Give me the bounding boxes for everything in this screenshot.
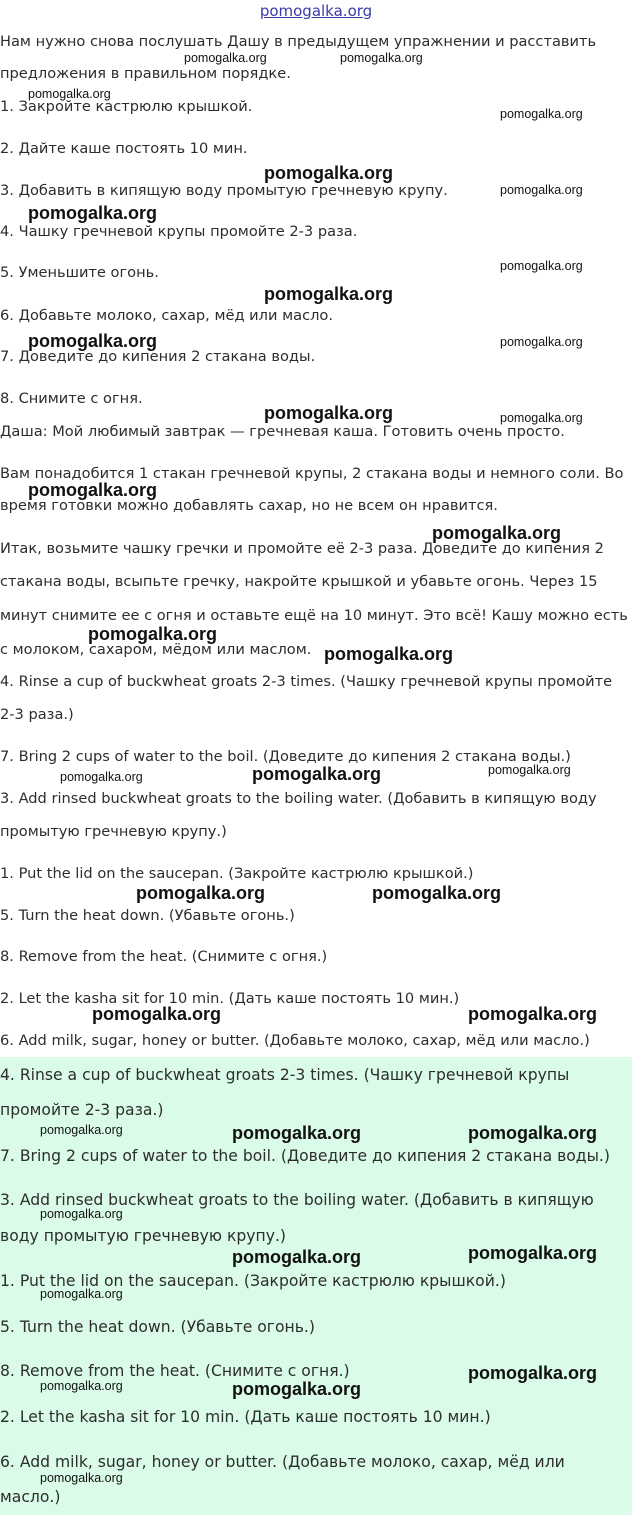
watermark: pomogalka.org (28, 87, 111, 101)
watermark: pomogalka.org (500, 335, 583, 349)
task-line: предложения в правильном порядке. (0, 65, 291, 82)
watermark: pomogalka.org (488, 763, 571, 777)
watermark: pomogalka.org (324, 644, 454, 664)
task-line: 1. Закройте кастрюлю крышкой. (0, 98, 253, 115)
answer-line: 7. Bring 2 cups of water to the boil. (Доведите до кипения 2 стакана воды.) (0, 1147, 610, 1165)
watermark: pomogalka.org (28, 480, 158, 500)
task-line: 5. Уменьшите огонь. (0, 264, 159, 281)
watermark: pomogalka.org (468, 1004, 598, 1024)
translation-line: 4. Rinse a cup of buckwheat groats 2-3 times. (Чашку гречневой крупы промойте (0, 673, 613, 690)
watermark: pomogalka.org (500, 259, 583, 273)
watermark: pomogalka.org (28, 331, 158, 351)
answer-line: 3. Add rinsed buckwheat groats to the boiling water. (Добавить в кипящую (0, 1191, 594, 1209)
watermark: pomogalka.org (432, 523, 562, 543)
task-line: 4. Чашку гречневой крупы промойте 2-3 раза. (0, 223, 358, 240)
answer-line: воду промытую гречневую крупу.) (0, 1227, 287, 1245)
watermark: pomogalka.org (500, 411, 583, 425)
translation-line: 6. Add milk, sugar, honey or butter. (Добавьте молоко, сахар, мёд или масло.) (0, 1032, 590, 1049)
watermark: pomogalka.org (232, 1123, 362, 1143)
dialogue-line: с молоком, сахаром, мёдом или маслом. (0, 641, 312, 658)
watermark: pomogalka.org (340, 51, 423, 65)
translation-line: 8. Remove from the heat. (Снимите с огня.) (0, 948, 328, 965)
watermark: pomogalka.org (40, 1287, 123, 1301)
watermark: pomogalka.org (500, 183, 583, 197)
watermark: pomogalka.org (232, 1379, 362, 1399)
answer-line: 4. Rinse a cup of buckwheat groats 2-3 times. (Чашку гречневой крупы (0, 1066, 570, 1084)
task-line: Нам нужно снова послушать Дашу в предыдущем упражнении и расставить (0, 33, 597, 50)
answer-line: 8. Remove from the heat. (Снимите с огня.) (0, 1362, 350, 1380)
watermark: pomogalka.org (40, 1207, 123, 1221)
watermark: pomogalka.org (88, 624, 218, 644)
watermark: pomogalka.org (468, 1243, 598, 1263)
answer-line: масло.) (0, 1488, 61, 1506)
watermark: pomogalka.org (60, 770, 143, 784)
watermark: pomogalka.org (40, 1123, 123, 1137)
answer-line: 5. Turn the heat down. (Убавьте огонь.) (0, 1318, 315, 1336)
translation-line: 2. Let the kasha sit for 10 min. (Дать каше постоять 10 мин.) (0, 990, 460, 1007)
answer-line: 1. Put the lid on the saucepan. (Закройте кастрюлю крышкой.) (0, 1272, 506, 1290)
watermark: pomogalka.org (500, 107, 583, 121)
watermark: pomogalka.org (468, 1363, 598, 1383)
dialogue-line: Вам понадобится 1 стакан гречневой крупы, 2 стакана воды и немного соли. Во (0, 465, 624, 482)
answer-line: 6. Add milk, sugar, honey or butter. (Добавьте молоко, сахар, мёд или (0, 1453, 565, 1471)
translation-line: 2-3 раза.) (0, 706, 74, 723)
translation-line: 3. Add rinsed buckwheat groats to the boiling water. (Добавить в кипящую воду (0, 790, 597, 807)
translation-line: 5. Turn the heat down. (Убавьте огонь.) (0, 907, 295, 924)
translation-line: 1. Put the lid on the saucepan. (Закройте кастрюлю крышкой.) (0, 865, 474, 882)
watermark: pomogalka.org (372, 883, 502, 903)
watermark: pomogalka.org (184, 51, 267, 65)
watermark: pomogalka.org (264, 163, 394, 183)
watermark: pomogalka.org (468, 1123, 598, 1143)
watermark: pomogalka.org (92, 1004, 222, 1024)
task-line: 3. Добавить в кипящую воду промытую гречневую крупу. (0, 182, 448, 199)
dialogue-line: время готовки можно добавлять сахар, но не всем он нравится. (0, 497, 498, 514)
dialogue-line: минут снимите ее с огня и оставьте ещё на 10 минут. Это всё! Кашу можно есть (0, 607, 628, 624)
dialogue-line: Итак, возьмите чашку гречки и промойте её 2-3 раза. Доведите до кипения 2 (0, 540, 604, 557)
translation-line: 7. Bring 2 cups of water to the boil. (Доведите до кипения 2 стакана воды.) (0, 748, 571, 765)
watermark: pomogalka.org (28, 203, 158, 223)
watermark: pomogalka.org (264, 284, 394, 304)
watermark: pomogalka.org (264, 403, 394, 423)
dialogue-line: стакана воды, всыпьте гречку, накройте крышкой и убавьте огонь. Через 15 (0, 573, 598, 590)
task-line: 8. Снимите с огня. (0, 390, 143, 407)
watermark: pomogalka.org (252, 764, 382, 784)
watermark: pomogalka.org (232, 1247, 362, 1267)
watermark: pomogalka.org (40, 1379, 123, 1393)
watermark: pomogalka.org (40, 1471, 123, 1485)
answer-line: 2. Let the kasha sit for 10 min. (Дать каше постоять 10 мин.) (0, 1408, 491, 1426)
task-line: 7. Доведите до кипения 2 стакана воды. (0, 348, 316, 365)
dialogue-line: Даша: Мой любимый завтрак — гречневая каша. Готовить очень просто. (0, 423, 565, 440)
translation-line: промытую гречневую крупу.) (0, 823, 227, 840)
task-line: 2. Дайте каше постоять 10 мин. (0, 140, 248, 157)
site-header-link[interactable]: pomogalka.org (259, 2, 373, 20)
task-line: 6. Добавьте молоко, сахар, мёд или масло. (0, 307, 333, 324)
watermark: pomogalka.org (136, 883, 266, 903)
answer-line: промойте 2-3 раза.) (0, 1101, 164, 1119)
